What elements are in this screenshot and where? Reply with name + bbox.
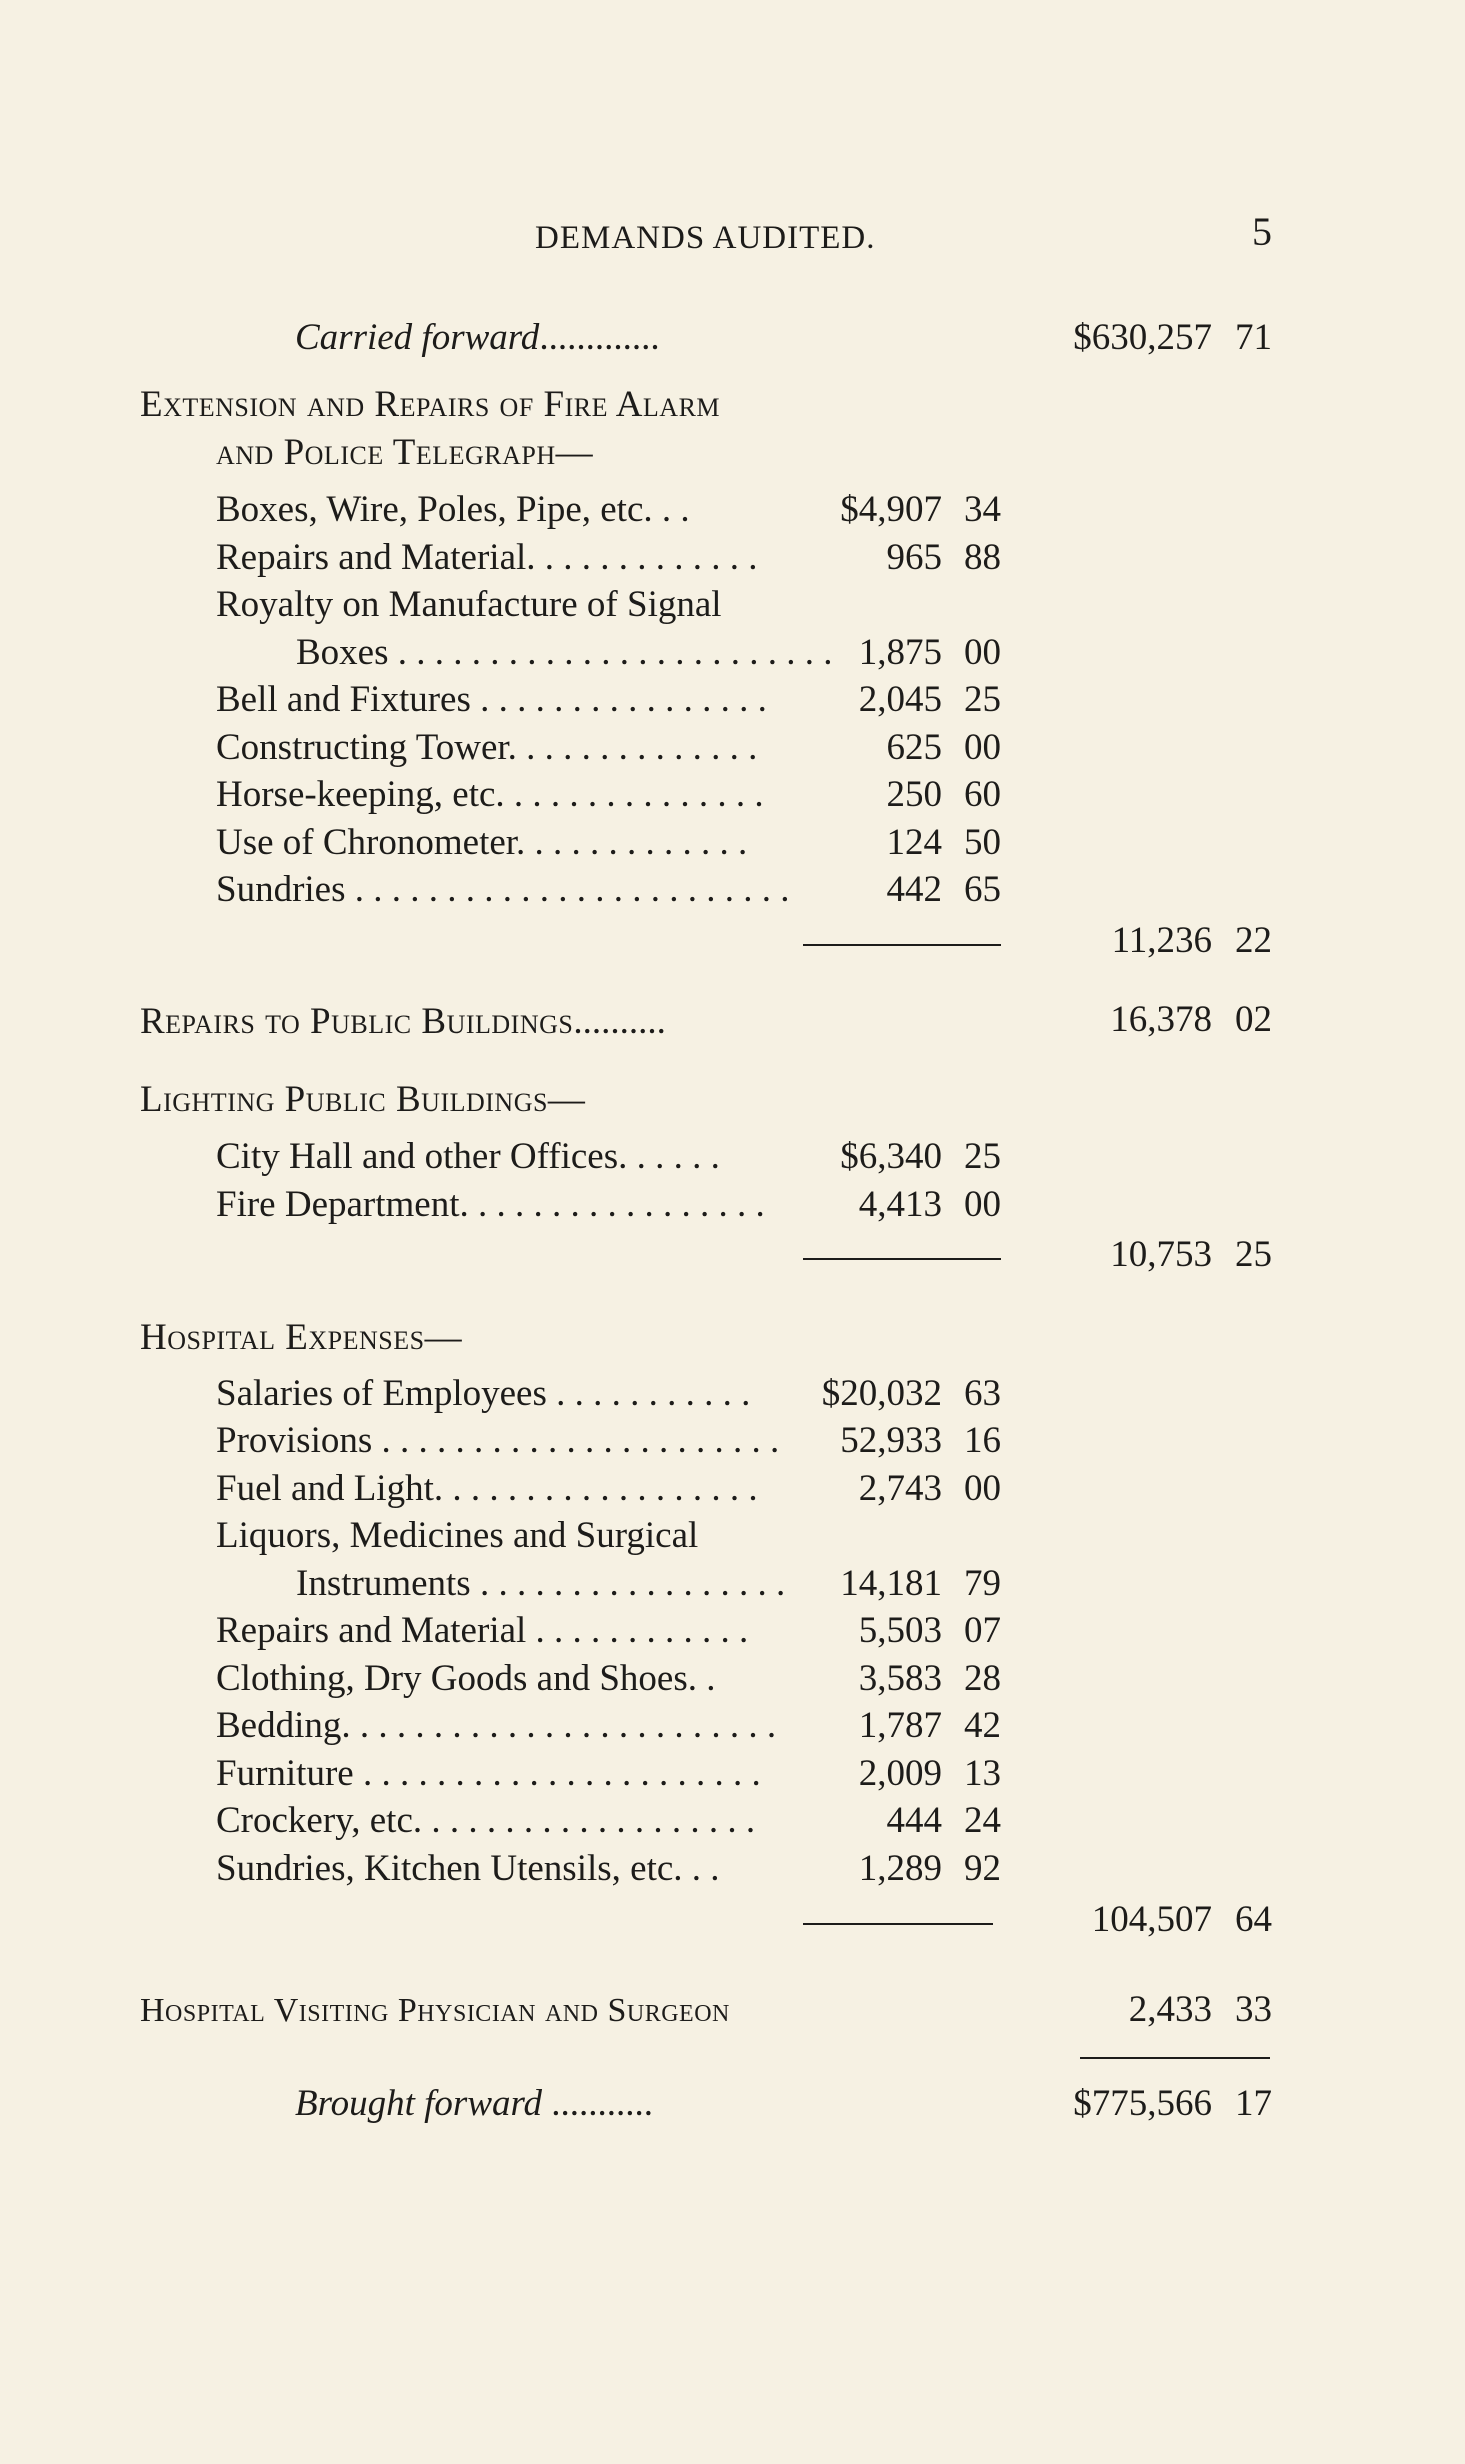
page-number: 5 [1252,209,1273,254]
subtotal-rule [803,944,1001,946]
line-item-label: Horse-keeping, etc. . . . . . . . . . . . . . . [216,774,764,815]
line-item-label: Liquors, Medicines and Surgical [216,1515,699,1556]
line-item-label: Repairs and Material . . . . . . . . . . . . [216,1610,749,1651]
line-item-label: Repairs and Material. . . . . . . . . . . . . [216,537,758,578]
line-item-label: Bedding. . . . . . . . . . . . . . . . . . . . . . . . [216,1705,777,1746]
line-item-label: Sundries, Kitchen Utensils, etc. . . [216,1848,720,1889]
page-title: DEMANDS AUDITED. [535,220,876,256]
grand-total-rule [1080,2057,1270,2059]
line-item-label: Fire Department. . . . . . . . . . . . . . . . . [216,1184,765,1225]
fire-alarm-heading-cont: and Police Telegraph— [216,432,594,473]
line-item-label: Fuel and Light. . . . . . . . . . . . . . . . . . [216,1468,758,1509]
line-item-label: Sundries . . . . . . . . . . . . . . . . . . . . . . . . [216,869,790,910]
line-item-label: Salaries of Employees . . . . . . . . . . . [216,1373,751,1414]
line-item-label: City Hall and other Offices. . . . . . [216,1136,720,1177]
brought-forward-label: Brought forward ........... [295,2083,654,2124]
subtotal-rule [803,1258,1001,1260]
subtotal-rule [803,1923,993,1925]
line-item-label: Crockery, etc. . . . . . . . . . . . . . . . . . . [216,1800,756,1841]
public-buildings-label: Repairs to Public Buildings.......... [140,1001,666,1042]
lighting-heading: Lighting Public Buildings— [140,1079,586,1120]
line-item-label: Boxes, Wire, Poles, Pipe, etc. . . [216,489,690,530]
fire-alarm-heading: Extension and Repairs of Fire Alarm [140,384,721,425]
hospital-heading: Hospital Expenses— [140,1317,463,1358]
visiting-physician-label: Hospital Visiting Physician and Surgeon [140,1992,730,2029]
carried-forward-label: Carried forward............. [295,317,660,358]
line-item-label: Furniture . . . . . . . . . . . . . . . . . . . . . . [216,1753,761,1794]
line-item-label: Provisions . . . . . . . . . . . . . . . . . . . . . . [216,1420,780,1461]
ledger-page: DEMANDS AUDITED. 5 Carried forward............. $630,257 71 Extension and Repairs of Fire Alarm and Police Telegraph— Boxes, Wire, Poles, Pipe, etc. . . $4,907 34 Repairs and Material. . . . . . . . . . . . . 965 88 Royalty on Manufacture of Signal Boxes . . . . . . . . . . . . . . . . . . . . . . . . 1,875 00 Bell and Fixtures . . . . . . . . . . . . . . . . 2,045 25 Constructing Tower. . . . . . . . . . . . . . 625 00 Horse-keeping, etc. . . . . . . . . . . . . . . 250 60 Use of Chronometer. . . . . . . . . . . . . 124 50 Sundries . . . . . . . . . . . . . . . . . . . . . . . . 442 65 11,236 22 Repairs to Public Buildings.......... 16,378 02 Lighting Public Buildings— City Hall and other Offices. . . . . . $6,340 25 Fire Department. . . . . . . . . . . . . . . . . 4,413 00 10,753 25 Hospital Expenses— Salaries of Employees . . . . . . . . . . . $20,032 63 Provisions . . . . . . . . . . . . . . . . . . . . . . 52,933 16 Fuel and Light. . . . . . . . . . . . . . . . . . 2,743 00 Liquors, Medicines and Surgical Instruments . . . . . . . . . . . . . . . . . 14,181 79 Repairs and Material . . . . . . . . . . . . 5,503 07 Clothing, Dry Goods and Shoes. . 3,583 28 Bedding. . . . . . . . . . . . . . . . . . . . . . . . 1,787 42 Furniture . . . . . . . . . . . . . . . . . . . . . . 2,009 13 Crockery, etc. . . . . . . . . . . . . . . . . . . 444 24 Sundries, Kitchen Utensils, etc. . . 1,289 92 104,507 64 Hospital Visiting Physician and Surgeon 2,433 33 Brought forward ........... $775,566 17 [140,209,1273,2124]
line-item-label: Constructing Tower. . . . . . . . . . . . . . [216,727,758,768]
line-item-label: Clothing, Dry Goods and Shoes. . [216,1658,716,1699]
line-item-label: Boxes . . . . . . . . . . . . . . . . . . . . . . . . [296,632,833,673]
line-item-label: Instruments . . . . . . . . . . . . . . . . . [296,1563,786,1604]
line-item-label: Use of Chronometer. . . . . . . . . . . . . [216,822,748,863]
line-item-label: Bell and Fixtures . . . . . . . . . . . . . . . . [216,679,767,720]
line-item-label: Royalty on Manufacture of Signal [216,584,722,625]
